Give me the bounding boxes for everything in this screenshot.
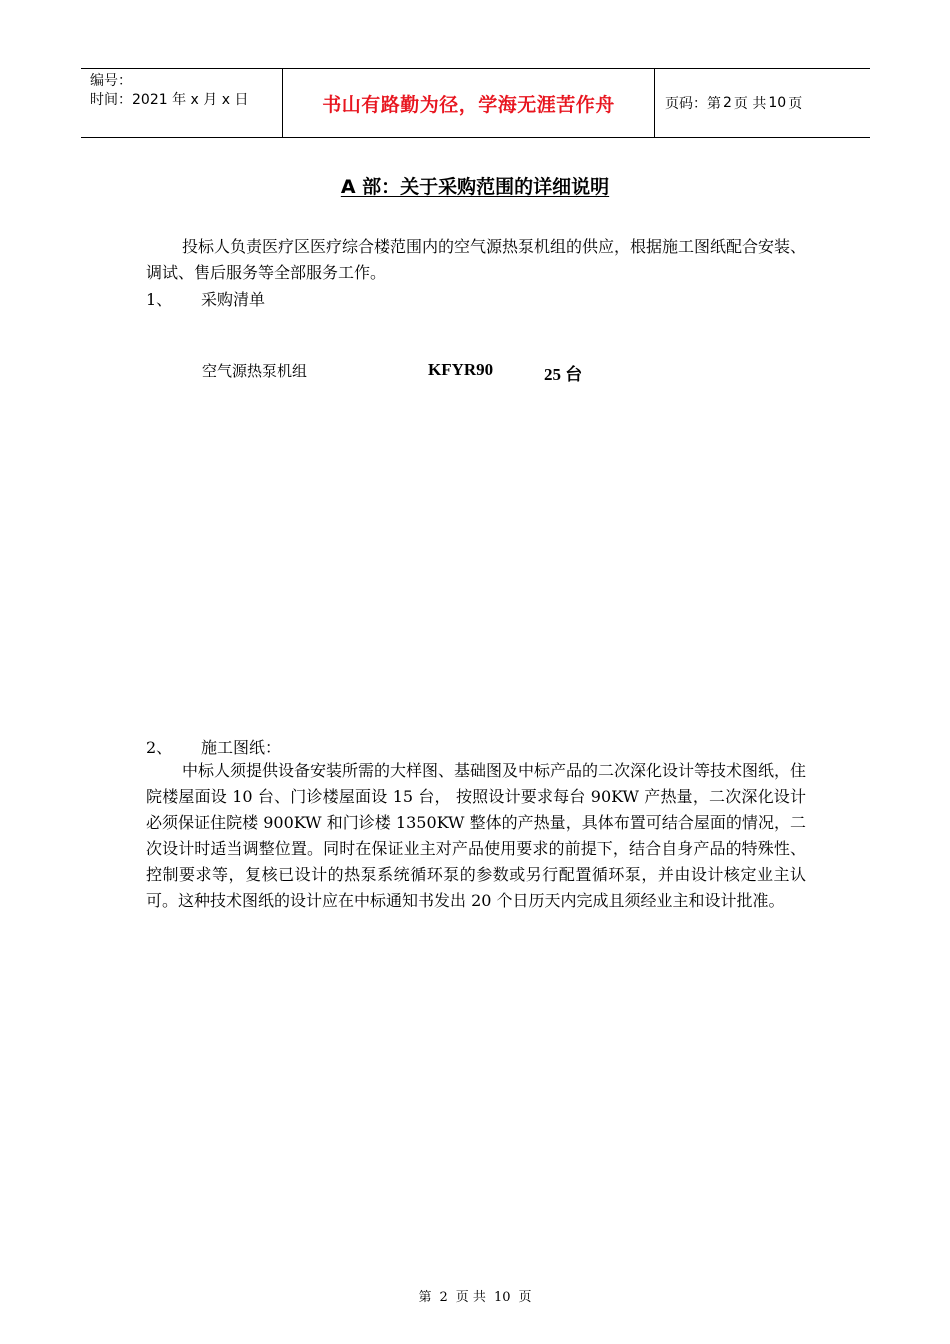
item-name: 空气源热泵机组 — [202, 362, 308, 380]
footer-current: 2 — [439, 1290, 448, 1305]
page-footer — [0, 1286, 950, 1305]
intro-paragraph: 投标人负责医疗区医疗综合楼范围内的空气源热泵机组的供应，根据施工图纸配合安装、调试、售后服务等全部服务工作。 — [146, 237, 807, 282]
header-middle-cell — [282, 69, 655, 137]
header-page-cell — [655, 69, 870, 137]
item-model: KFYR90 — [428, 360, 494, 379]
motto-text: 书山有路勤为径，学海无涯苦作舟 — [322, 93, 615, 116]
section-1-title: 采购清单 — [201, 290, 266, 309]
page-total: 10 — [768, 95, 787, 111]
section-2-paragraph: 中标人须提供设备安装所需的大样图、基础图及中标产品的二次深化设计等技术图纸，住院楼屋面设 10 台、门诊楼屋面设 15 台， 按照设计要求每台 90KW 产热量，二次深化设计必须保证住院楼 900KW 和门诊楼 1350KW 整体的产热量，具体布置可结合屋面的情况，二次设计时适当调整位置。同时在保证业主对产品使用要求的前提下，结合自身产品的特殊性、控制要求等，复核已设计的热泵系统循环泵的参数或另行配置循环泵，并由设计核定业主认可。这种技术图纸的设计应在中标通知书发出 20 个日历天内完成且须经业主和设计批准。 — [146, 761, 807, 910]
section-2-heading — [146, 735, 281, 758]
section-2-title: 施工图纸： — [201, 738, 282, 757]
code-label: 编号： — [90, 73, 132, 89]
page-header — [81, 68, 870, 138]
page-end: 页 — [788, 96, 803, 112]
purchase-item-row — [0, 360, 950, 384]
item-quantity: 25 台 — [544, 365, 583, 384]
document-title: A 部：关于采购范围的详细说明 — [340, 176, 610, 198]
footer-mid: 页 共 — [455, 1290, 486, 1305]
footer-prefix: 第 — [418, 1290, 432, 1305]
page-label: 页码：第 — [665, 96, 721, 112]
footer-total: 10 — [493, 1290, 511, 1305]
time-label: 时间：2021 年 x 月 x 日 — [90, 92, 249, 108]
page-mid: 页 共 — [733, 96, 767, 112]
section-2-number: 2、 — [146, 738, 173, 757]
section-1-number: 1、 — [146, 290, 173, 309]
header-left-cell — [81, 69, 282, 137]
page-current: 2 — [723, 95, 732, 111]
footer-suffix: 页 — [518, 1290, 532, 1305]
section-1-heading — [146, 287, 265, 310]
